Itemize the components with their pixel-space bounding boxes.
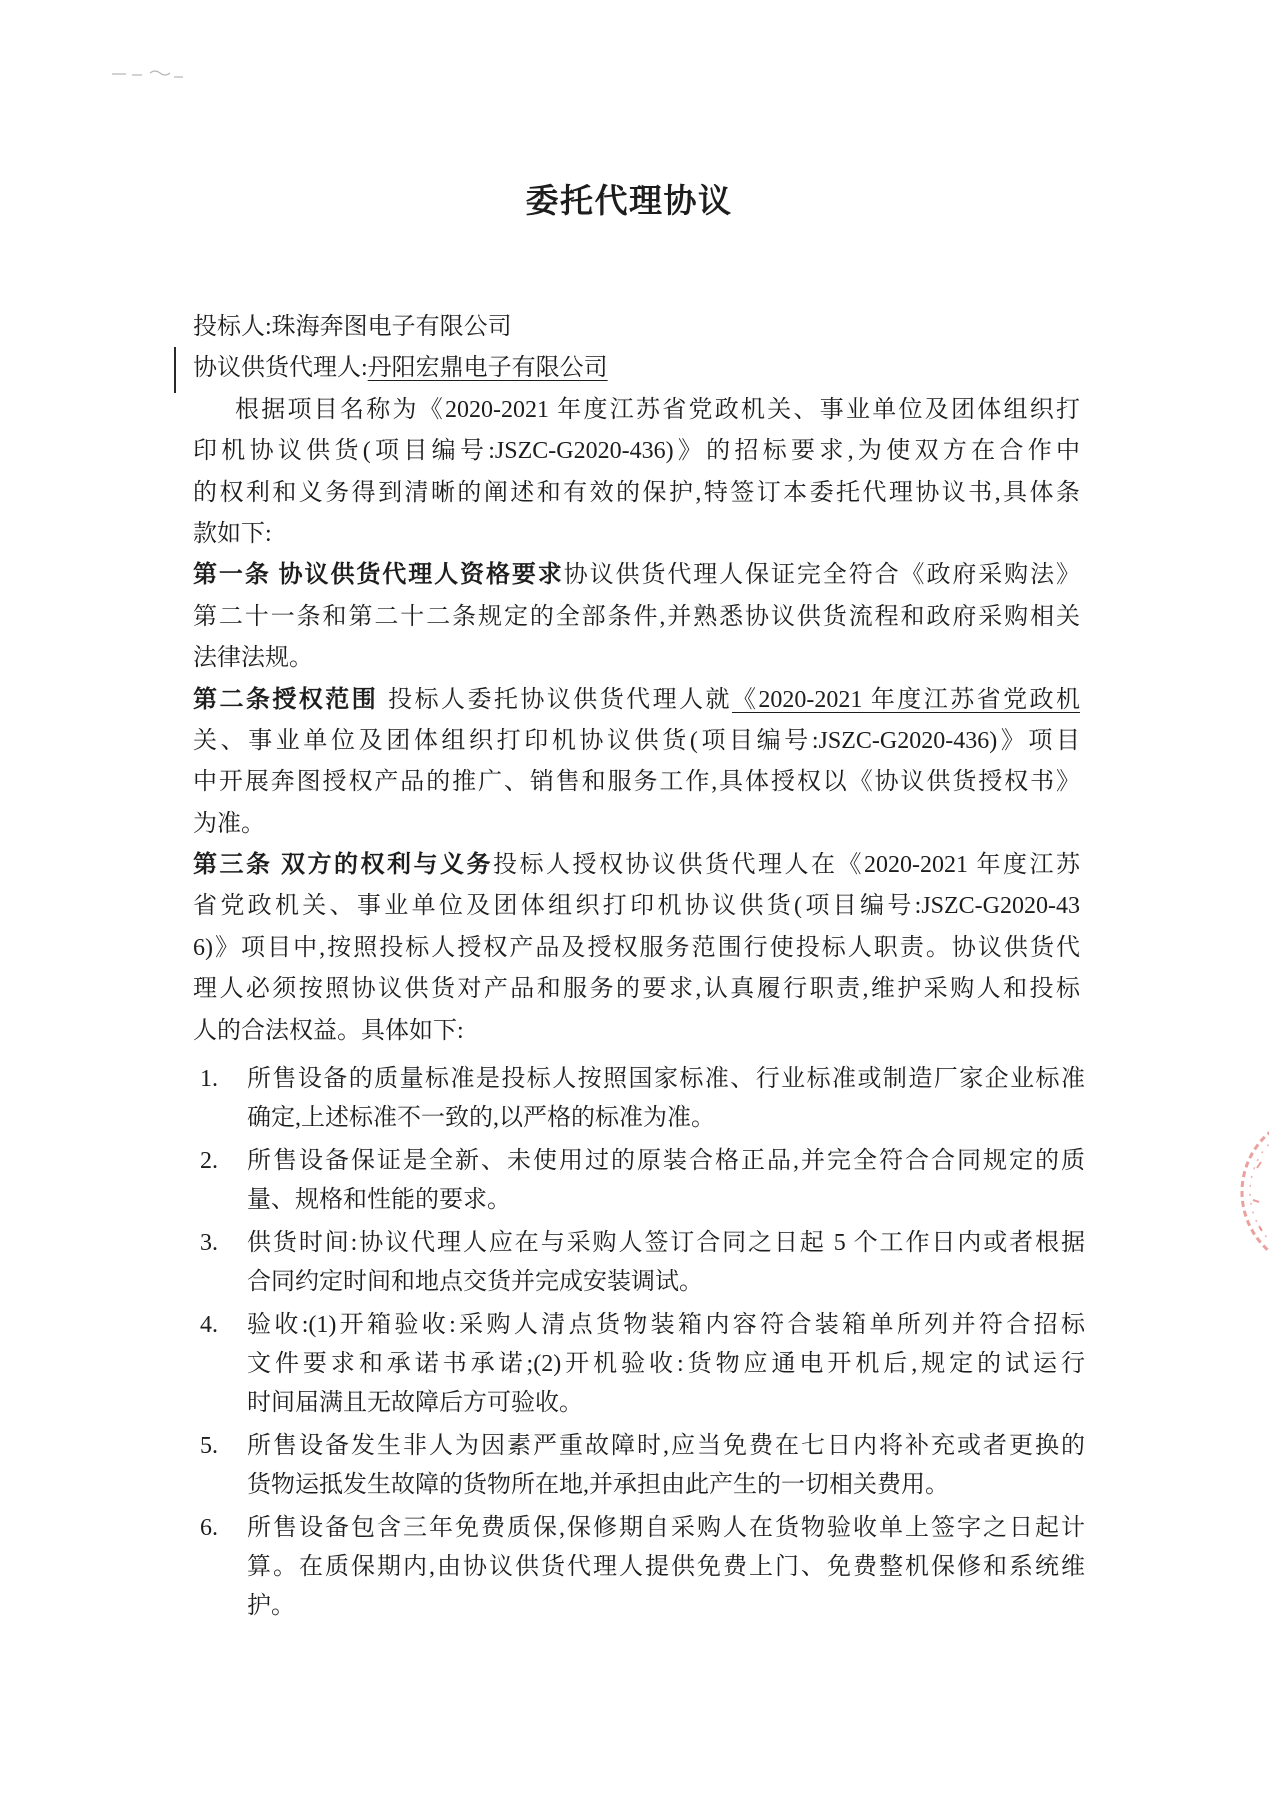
article-line: 关、事业单位及团体组织打印机协议供货(项目编号:JSZC-G2020-436)》项目 [193,727,1080,754]
list-number: 2. [200,1148,218,1174]
document-body [193,307,1080,1052]
list-line: 所售设备包含三年免费质保,保修期自采购人在货物验收单上签字之日起计 [247,1515,1085,1541]
list-number: 3. [200,1230,218,1256]
article-line: 省党政机关、事业单位及团体组织打印机协议供货(项目编号:JSZC-G2020-43 [193,893,1080,920]
list-line: 量、规格和性能的要求。 [247,1187,511,1213]
intro-line: 款如下: [193,520,272,547]
scan-artifact [110,62,200,86]
list-text [247,1142,1085,1220]
agent-name: 丹阳宏鼎电子有限公司 [367,355,608,382]
list-line: 合同约定时间和地点交货并完成安装调试。 [247,1269,703,1295]
article-line [193,845,1080,886]
article-1 [193,555,1080,679]
list-line: 护。 [247,1593,295,1619]
list-text [247,1306,1085,1423]
article-line: 中开展奔图授权产品的推广、销售和服务工作,具体授权以《协议供货授权书》 [193,769,1080,796]
article-text: 协议供货代理人保证完全符合《政府采购法》 [563,562,1081,589]
project-reference: 《2020-2021 年度江苏省党政机 [731,686,1080,713]
margin-mark [174,347,176,393]
article-line: 为准。 [193,810,265,837]
list-text [247,1509,1085,1626]
list-item [200,1306,1085,1423]
intro-line: 的权利和义务得到清晰的阐述和有效的保护,特签订本委托代理协议书,具体条 [193,479,1080,506]
list-line: 验收:(1)开箱验收:采购人清点货物装箱内容符合装箱单所列并符合招标 [247,1312,1085,1338]
article-text: 投标人委托协议供货代理人就 [388,686,732,713]
list-item [200,1509,1085,1626]
list-line: 算。在质保期内,由协议供货代理人提供免费上门、免费整机保修和系统维 [247,1554,1085,1580]
article-line: 法律法规。 [193,645,313,672]
bidder-name: 珠海奔图电子有限公司 [271,314,512,340]
list-line: 货物运抵发生故障的货物所在地,并承担由此产生的一切相关费用。 [247,1472,949,1498]
list-line: 时间届满且无故障后方可验收。 [247,1390,583,1416]
list-number: 6. [200,1515,218,1541]
list-text [247,1427,1085,1505]
seal-fragment [1238,1130,1269,1260]
article-2-heading: 第二条授权范围 [193,686,379,713]
article-2 [193,680,1080,846]
list-line: 所售设备发生非人为因素严重故障时,应当免费在七日内将补充或者更换的 [247,1433,1085,1459]
list-text [247,1224,1085,1302]
article-line [193,555,1080,596]
agent-line [193,348,1080,389]
article-line: 第二十一条和第二十二条规定的全部条件,并熟悉协议供货流程和政府采购相关 [193,603,1080,630]
list-line: 供货时间:协议代理人应在与采购人签订合同之日起 5 个工作日内或者根据 [247,1230,1085,1256]
intro-line: 根据项目名称为《2020-2021 年度江苏省党政机关、事业单位及团体组织打 [235,396,1080,423]
obligations-list [200,1060,1085,1630]
list-number: 5. [200,1433,218,1459]
bidder-label: 投标人: [193,314,272,340]
article-3 [193,845,1080,1052]
list-line: 文件要求和承诺书承诺;(2)开机验收:货物应通电开机后,规定的试运行 [247,1351,1085,1377]
article-line: 理人必须按照协议供货对产品和服务的要求,认真履行职责,维护采购人和投标 [193,976,1080,1003]
article-line: 6)》项目中,按照投标人授权产品及授权服务范围行使投标人职责。协议供货代 [193,934,1080,961]
article-1-heading: 第一条 协议供货代理人资格要求 [193,562,564,589]
intro-line: 印机协议供货(项目编号:JSZC-G2020-436)》的招标要求,为使双方在合作中 [193,438,1080,465]
article-text: 投标人授权协议供货代理人在《2020-2021 年度江苏 [493,852,1080,879]
list-item [200,1427,1085,1505]
list-number: 4. [200,1312,218,1338]
agent-label: 协议供货代理人: [193,355,368,382]
list-item [200,1142,1085,1220]
list-number: 1. [200,1066,218,1092]
bidder-line [193,307,1080,348]
list-line: 所售设备的质量标准是投标人按照国家标准、行业标准或制造厂家企业标准 [247,1066,1085,1092]
intro-paragraph [193,390,1080,556]
article-line: 人的合法权益。具体如下: [193,1017,464,1044]
article-3-heading: 第三条 双方的权利与义务 [193,852,493,879]
list-item [200,1224,1085,1302]
article-line [193,680,1080,721]
list-item [200,1060,1085,1138]
list-text [247,1060,1085,1138]
document-title: 委托代理协议 [525,184,733,220]
list-line: 确定,上述标准不一致的,以严格的标准为准。 [247,1105,715,1131]
list-line: 所售设备保证是全新、未使用过的原装合格正品,并完全符合合同规定的质 [247,1148,1085,1174]
